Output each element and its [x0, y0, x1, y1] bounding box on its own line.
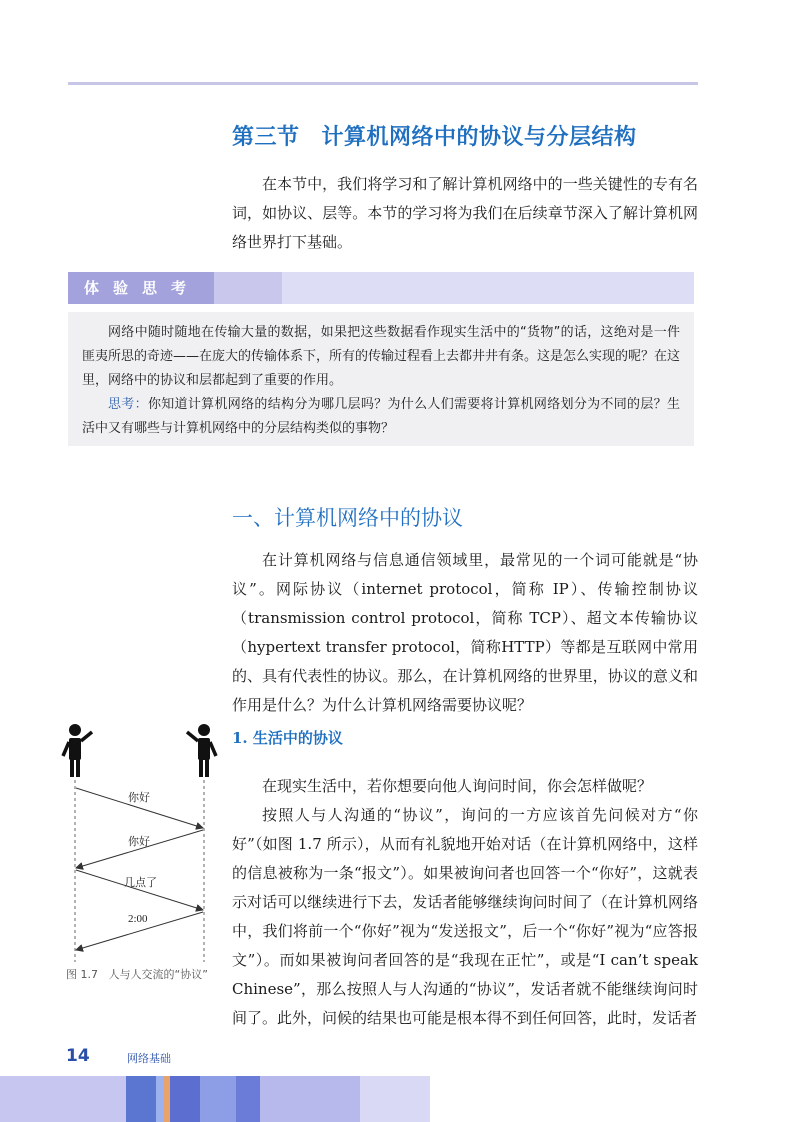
life-protocol-heading: 1. 生活中的协议 — [232, 729, 343, 747]
figure-caption — [66, 966, 208, 982]
section-number: 第三节 — [232, 125, 300, 150]
experience-box — [68, 312, 694, 446]
message-label-3: 几点了 — [124, 877, 157, 889]
footer-band-stripe-8 — [360, 1076, 430, 1122]
footer-band-stripe-6 — [236, 1076, 260, 1122]
subsection-title: 一、计算机网络中的协议 — [232, 506, 463, 530]
conversation-figure — [58, 722, 226, 972]
message-label-2: 你好 — [128, 836, 150, 848]
footer-band-stripe-5 — [200, 1076, 236, 1122]
top-rule — [68, 82, 698, 85]
intro-paragraph: 在本节中，我们将学习和了解计算机网络中的一些关键性的专有名词，如协议、层等。本节的学习将为我们在后续章节深入了解计算机网络世界打下基础。 — [232, 175, 698, 251]
experience-body: 网络中随时随地在传输大量的数据，如果把这些数据看作现实生活中的“货物”的话，这绝对是一件匪夷所思的奇迹——在庞大的传输体系下，所有的传输过程看上去都井井有条。这是怎么实现的呢？在这里，网络中的协议和层都起到了重要的作用。 — [82, 325, 681, 388]
message-label-4: 2:00 — [128, 913, 148, 925]
experience-question — [82, 393, 680, 441]
section-title — [232, 120, 637, 151]
running-title: 网络基础 — [127, 1052, 171, 1065]
footer-band-stripe-7 — [260, 1076, 360, 1122]
life-paragraph-1: 在现实生活中，若你想要向他人询问时间，你会怎样做呢？ — [262, 777, 653, 795]
question-label: 思考： — [108, 397, 148, 412]
message-arrow-3 — [76, 870, 203, 910]
page-number: 14 — [66, 1046, 90, 1066]
question-text: 你知道计算机网络的结构分为哪几层吗？为什么人们需要将计算机网络划分为不同的层？生活中又有哪些与计算机网络中的分层结构类似的事物？ — [82, 397, 680, 436]
person-right-icon — [187, 724, 216, 777]
message-label-1: 你好 — [128, 792, 150, 804]
figure-caption-text: 人与人交流的“协议” — [108, 968, 208, 981]
experience-header — [68, 272, 694, 304]
experience-header-label: 体验思考 — [68, 272, 214, 304]
footer-band-stripe-1 — [126, 1076, 156, 1122]
life-protocol-text — [232, 772, 698, 1033]
protocol-paragraph: 在计算机网络与信息通信领域里，最常见的一个词可能就是“协议”。网际协议（internet protocol，简称 IP）、传输控制协议（transmission control protocol，简称 TCP）、超文本传输协议（hypertext transfer protocol，简称HTTP）等都是互联网中常用的、具有代表性的协议。那么，在计算机网络的世界里，协议的意义和作用是什么？为什么计算机网络需要协议呢？ — [232, 551, 698, 714]
person-left-icon — [63, 724, 92, 777]
life-paragraph-2: 按照人与人沟通的“协议”，询问的一方应该首先问候对方“你好”（如图 1.7 所示），从而有礼貌地开始对话（在计算机网络中，这样的信息被称为一条“报文”）。如果被询问者也回答一个“你好”，这就表示对话可以继续进行下去，发话者能够继续询问时间了（在计算机网络中，我们将前一个“你好”视为“发送报文”，后一个“你好”视为“应答报文”）。而如果被询问者回答的是“我现在正忙”，或是“I can’t speak Chinese”，那么按照人与人沟通的“协议”，发话者就不能继续询问时间了。此外，问候的结果也可能是根本得不到任何回答，此时，发话者 — [232, 806, 698, 1027]
section-title-text: 计算机网络中的协议与分层结构 — [321, 125, 637, 150]
experience-header-divider — [214, 272, 282, 304]
figure-caption-number: 图 1.7 — [66, 968, 98, 981]
footer-band-stripe-4 — [170, 1076, 200, 1122]
footer-band-stripe-2 — [156, 1076, 164, 1122]
